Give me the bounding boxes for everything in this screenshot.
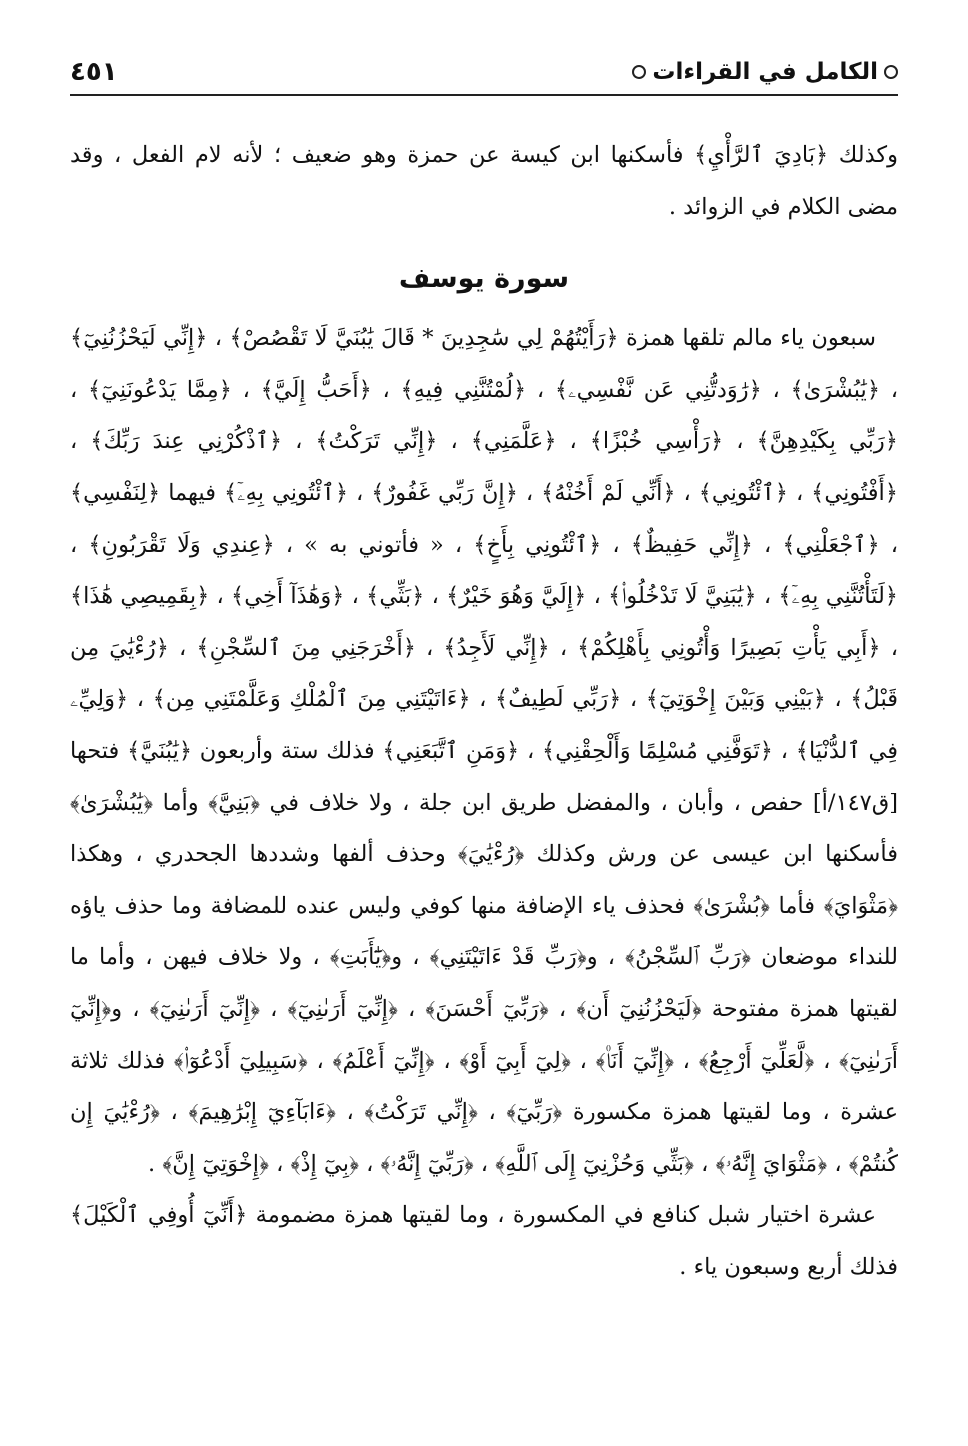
intro-paragraph: وكذلك ﴿بَادِيَ ٱلرَّأْيِ﴾ فأسكنها ابن كيسة عن حمزة وهو ضعيف ؛ لأنه لام الفعل ، وقد مضى الكلام في الزوائد . — [70, 142, 898, 220]
book-title-group — [632, 59, 898, 85]
running-header — [70, 50, 898, 96]
circle-ornament-icon — [884, 65, 898, 79]
main-paragraph: سبعون ياء مالم تلقها همزة ﴿رَأَيْتُهُمْ لِي سَٰجِدِينَ * قَالَ يَٰبُنَيَّ لَا تَقْصُصْ﴾ ، ﴿إِنِّي لَيَحْزُنُنِيٓ﴾ ، ﴿يَٰبُشْرَىٰ﴾ ، ﴿رَٰوَدتُّنِي عَن نَّفْسِيۦ﴾ ، ﴿لُمْتُنَّنِي فِيهِ﴾ ، ﴿أَحَبُّ إِلَيَّ﴾ ، ﴿مِمَّا يَدْعُونَنِيٓ﴾ ، ﴿رَبِّي بِكَيْدِهِنَّ﴾ ، ﴿رَأْسِي خُبْزًا﴾ ، ﴿عَلَّمَنِي﴾ ، ﴿إِنِّي تَرَكْتُ﴾ ، ﴿ٱذْكُرْنِي عِندَ رَبِّكَ﴾ ، ﴿أَفْتُونِي﴾ ، ﴿ٱئْتُونِي﴾ ، ﴿أَنِّي لَمْ أَخُنْهُ﴾ ، ﴿إِنَّ رَبِّي غَفُورٌ﴾ ، ﴿ٱئْتُونِي بِهِۦٓ﴾ فيهما ﴿لِنَفْسِي﴾ ، ﴿ٱجْعَلْنِي﴾ ، ﴿إِنِّي حَفِيظٌ﴾ ، ﴿ٱئْتُونِي بِأَخٍ﴾ ، « فأتوني به » ، ﴿عِندِي وَلَا تَقْرَبُونِ﴾ ، ﴿لَتَأْتُنَّنِي بِهِۦٓ﴾ ، ﴿يَٰبَنِيَّ لَا تَدْخُلُوا۟﴾ ، ﴿إِلَيَّ وَهُوَ خَيْرٌ﴾ ، ﴿بَثِّي﴾ ، ﴿وَهَٰذَآ أَخِي﴾ ، ﴿بِقَمِيصِي هَٰذَا﴾ ، ﴿أَبِي يَأْتِ بَصِيرًا وَأْتُونِي بِأَهْلِكُمْ﴾ ، ﴿إِنِّي لَأَجِدُ﴾ ، ﴿أَخْرَجَنِي مِنَ ٱلسِّجْنِ﴾ ، ﴿رُءْيَٰيَ مِن قَبْلُ﴾ ، ﴿بَيْنِي وَبَيْنَ إِخْوَتِيٓ﴾ ، ﴿رَبِّي لَطِيفٌ﴾ ، ﴿ءَاتَيْتَنِي مِنَ ٱلْمُلْكِ وَعَلَّمْتَنِي مِن﴾ ، ﴿وَلِيِّۦ فِي ٱلدُّنْيَا﴾ ، ﴿تَوَفَّنِي مُسْلِمًا وَأَلْحِقْنِي﴾ ، ﴿وَمَنِ ٱتَّبَعَنِي﴾ فذلك ستة وأربعون ﴿يَٰبُنَيَّ﴾ فتحها [ق١٤٧/أ] حفص ، وأبان ، والمفضل طريق ابن جلة ، ولا خلاف في ﴿بَنِيَّ﴾ وأما ﴿يَٰبُشْرَىٰ﴾ فأسكنها ابن عيسى عن ورش وكذلك ﴿رُءْيَٰيَ﴾ وحذف ألفها وشددها الجحدري ، وهكذا ﴿مَثْوَايَ﴾ فأما ﴿بُشْرَىٰ﴾ فحذف ياء الإضافة منها كوفي وليس عنده للمضافة وما حذف ياؤه للنداء موضعان ﴿رَبِّ ٱلسِّجْنُ﴾ ، و﴿رَبِّ قَدْ ءَاتَيْتَنِي﴾ ، و﴿يَٰٓأَبَتِ﴾ ، ولا خلاف فيهن ، وأما ما لقيتها همزة مفتوحة ﴿لَيَحْزُنُنِيٓ أَن﴾ ، ﴿رَبِّيٓ أَحْسَنَ﴾ ، ﴿إِنِّيٓ أَرَىٰنِيٓ﴾ ، ﴿إِنِّيٓ أَرَىٰنِيٓ﴾ ، و﴿إِنِّيٓ أَرَىٰنِيٓ﴾ ، ﴿لَّعَلِّيٓ أَرْجِعُ﴾ ، ﴿إِنِّيٓ أَنَا۠﴾ ، ﴿لِيٓ أَبِيٓ أَوْ﴾ ، ﴿إِنِّيٓ أَعْلَمُ﴾ ، ﴿سَبِيلِيٓ أَدْعُوٓا۟﴾ فذلك ثلاثة عشرة ، وما لقيتها همزة مكسورة ﴿رَبِّيٓ﴾ ، ﴿إِنِّي تَرَكْتُ﴾ ، ﴿ءَابَآءِيٓ إِبْرَٰهِيمَ﴾ ، ﴿رُءْيَٰيَ إِن كُنتُمْ﴾ ، ﴿مَثْوَايَ إِنَّهُۥ﴾ ، ﴿بَثِّي وَحُزْنِيٓ إِلَى ٱللَّهِ﴾ ، ﴿رَبِّيٓ إِنَّهُۥ﴾ ، ﴿بِيٓ إِذْ﴾ ، ﴿إِخْوَتِيٓ إِنَّ﴾ . — [70, 325, 899, 1177]
book-title: الكامل في القراءات — [652, 59, 878, 85]
surah-heading: سورة يوسف — [398, 263, 570, 295]
circle-ornament-icon — [632, 65, 646, 79]
closing-paragraph: عشرة اختيار شبل كنافع في المكسورة ، وما لقيتها همزة مضمومة ﴿أَنِّيٓ أُوفِي ٱلْكَيْلَ﴾ فذلك أربع وسبعون ياء . — [70, 1202, 898, 1280]
document-page — [70, 50, 898, 1410]
page-number: ٤٥١ — [70, 57, 118, 87]
